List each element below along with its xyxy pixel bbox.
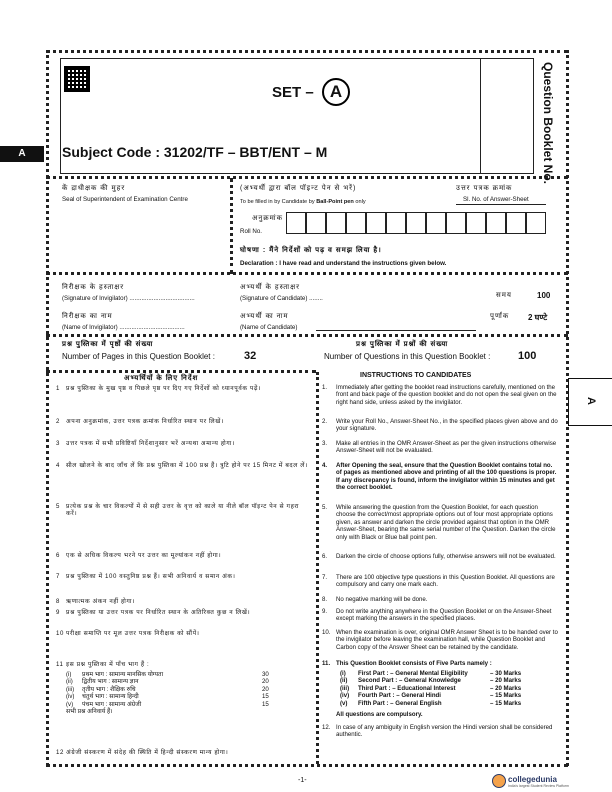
eng-item: 5. While answering the question from the Question Booklet, for each question choose the correct/most appropriate options out of four most appropriate options given, as answer and darken the circle provided against that option in the OMR Answer-Sheet, bearing the same serial number of the Question. Darken the circle only with Black or Blue ball point pen. [322, 504, 556, 541]
eng-part: (iv) Fourth Part : – General Hindi – 15 Marks [340, 692, 522, 700]
candidate-sig-hindi: अभ्यर्थी के हस्ताक्षर [240, 284, 300, 291]
eng-parts [340, 670, 550, 707]
roll-cell[interactable] [286, 212, 306, 234]
subject-code: Subject Code : 31202/TF – BBT/ENT – M [62, 144, 328, 160]
invigilator-sig-english: (Signature of Invigilator) ...................................... [62, 295, 195, 302]
hindi-part: (ii) द्वितीय भाग : सामान्य ज्ञान 20 [66, 678, 269, 686]
hindi-item: 12 अंग्रेजी संस्करण में संदेह की स्थिति में हिन्दी संस्करण मान्य होगा। [56, 749, 229, 756]
hindi-item: 10 परीक्षा समाप्ति पर मूल उत्तर पत्रक निरीक्षक को सौंपें। [56, 630, 200, 637]
hindi-item: 5 प्रत्येक प्रश्न के चार विकल्पों में से सही उत्तर के वृत्त को काले या नीले बॉल पॉइन्ट पेन से गहरा करें। [56, 503, 300, 518]
roll-cell[interactable] [426, 212, 446, 234]
side-box-right: A [568, 378, 612, 426]
eng-item: 10. When the examination is over, original OMR Answer Sheet is to be handed over to the invigilator before leaving the examination hall, while Question Booklet and Carbon copy of the Answer Sheet can be retained by the candidate. [322, 629, 558, 651]
roll-cell[interactable] [526, 212, 546, 234]
roll-cell[interactable] [326, 212, 346, 234]
booklet-no-frame [480, 58, 534, 174]
roll-cell[interactable] [306, 212, 326, 234]
hindi-item: 2 अपना अनुक्रमांक, उत्तर पत्रक क्रमांक निर्धारित स्थान पर लिखें। [56, 418, 224, 425]
seal-english: Seal of Superintendent of Examination Centre [62, 196, 188, 203]
time-value: 100 [537, 291, 551, 300]
eng-item: 2. Write your Roll No., Answer-Sheet No., in the specified places given above and do your signature. [322, 418, 558, 433]
set-code: A [322, 78, 350, 106]
questions-value: 100 [518, 350, 537, 362]
seal-hindi: कें द्राधीक्षक की मुहर [62, 185, 126, 192]
hindi-title: अभ्यर्थियों के लिए निर्देश [124, 375, 199, 382]
hindi-parts [66, 671, 306, 715]
hindi-item: 3 उत्तर पत्रक में सभी प्रविष्टियाँ निर्देशानुसार भरें अन्यथा अमान्य होगा। [56, 440, 235, 447]
hindi-item: 9 प्रश्न पुस्तिका या उत्तर पत्रक पर निर्धारित स्थान के अतिरिक्त कुछ न लिखें। [56, 609, 251, 616]
candidate-name-english: (Name of Candidate) [240, 324, 298, 331]
hindi-part: (iv) चतुर्थ भाग : सामान्य हिन्दी 15 [66, 693, 269, 701]
roll-cell[interactable] [506, 212, 526, 234]
fill-note-hindi: (अभ्यर्थी द्वारा बॉल पॉइन्ट पेन से भरें) [240, 185, 357, 192]
candidate-name-hindi: अभ्यर्थी का नाम [240, 313, 289, 320]
roll-cell[interactable] [366, 212, 386, 234]
eng-item: 6. Darken the circle of choose options fully, otherwise answers will not be evaluated. [322, 553, 556, 560]
hindi-item: 7 प्रश्न पुस्तिका में 100 वस्तुनिष्ठ प्रश्न हैं। सभी अनिवार्य व समान अंक। [56, 573, 236, 580]
answer-sheet-no-box[interactable] [456, 204, 546, 205]
roll-cell[interactable] [446, 212, 466, 234]
eng-item: 1. Immediately after getting the booklet read instructions carefully, mentioned on the front and back page of the question booklet and do not open the seal given on the right hand side, unless asked by the invigilator. [322, 384, 557, 406]
side-tab-left: A [0, 146, 44, 162]
invigilator-name-hindi: निरीक्षक का नाम [62, 313, 113, 320]
roll-cell[interactable] [466, 212, 486, 234]
eng-part: (i) First Part : – General Mental Eligibility – 30 Marks [340, 670, 522, 677]
eng-part: (ii) Second Part : – General Knowledge – 20 Marks [340, 677, 522, 685]
brand-name: collegedunia India's largest Student Review Platform [508, 775, 569, 788]
set-label: SET – [272, 84, 314, 101]
hindi-item: 11 इस प्रश्न पुस्तिका में पाँच भाग हैं : [56, 661, 150, 668]
roll-cell[interactable] [346, 212, 366, 234]
answer-sheet-no-hindi: उत्तर पत्रक क्रमांक [456, 185, 513, 192]
roll-hindi: अनुक्रमांक [252, 215, 283, 222]
pages-hindi: प्रश्न पुस्तिका में पृष्ठों की संख्या [62, 341, 154, 348]
eng-compulsory: All questions are compulsory. [336, 711, 423, 718]
eng-part: (iii) Third Part : – Educational Interest – 20 Marks [340, 684, 522, 692]
declaration-english: Declaration : I have read and understand the instructions given below. [240, 260, 447, 267]
pages-value: 32 [244, 350, 257, 362]
hindi-item: 1 प्रश्न पुस्तिका के मुख पृष्ठ व पिछले पृष्ठ पर दिए गए निर्देशों को ध्यानपूर्वक पढ़ें। [56, 385, 261, 392]
eng-item: 4. After Opening the seal, ensure that the Question Booklet contains total no. of pages as mentioned above and printing of all the 100 questions is proper. If any discrepancy is found, inform the invigilator within 15 minutes and get the correct booklet. [322, 462, 557, 492]
eng-item: 12. In case of any ambiguity in English version the Hindi version shall be considered authentic. [322, 724, 553, 739]
marks-value: 2 घण्टे [528, 313, 548, 322]
page-number: -1- [298, 777, 307, 784]
invigilator-sig-hindi: निरीक्षक के हस्ताक्षर [62, 284, 125, 291]
collegedunia-logo-icon [492, 774, 506, 788]
answer-sheet-no-english: Sl. No. of Answer-Sheet [463, 196, 529, 203]
hindi-item: 4 सील खोलने के बाद जाँच लें कि प्रश्न पुस्तिका में 100 प्रश्न हैं। त्रुटि होने पर 15 मिनट में बदल लें। [56, 462, 308, 469]
questions-english: Number of Questions in this Question Booklet : [324, 352, 491, 361]
eng-item: 11. This Question Booklet consists of Five Parts namely : [322, 660, 492, 667]
hindi-part: (v) पंचम भाग : सामान्य अंग्रेजी 15 [66, 700, 269, 708]
time-label: समय [496, 292, 512, 299]
eng-item: 7. There are 100 objective type questions in this Question Booklet. All questions are compulsory and carry one mark each. [322, 574, 555, 589]
hindi-part: (iii) तृतीय भाग : शैक्षिक रुचि 20 [66, 685, 269, 693]
marks-label: पूर्णांक [490, 313, 510, 320]
eng-part: (v) Fifth Part : – General English – 15 Marks [340, 699, 522, 707]
invigilator-name-english: (Name of Invigilator) ...................................... [62, 324, 185, 331]
eng-item: 8. No negative marking will be done. [322, 596, 428, 603]
eng-item: 9. Do not write anything anywhere in the Question Booklet or on the Answer-Sheet except marking the answers in the specified places. [322, 608, 552, 623]
roll-cell[interactable] [406, 212, 426, 234]
hindi-item: 6 एक से अधिक विकल्प भरने पर उत्तर का मूल्यांकन नहीं होगा। [56, 552, 222, 559]
fill-note-english: To be filled in by Candidate by Ball-Point pen only [240, 199, 366, 205]
hindi-item: 8 ऋणात्मक अंकन नहीं होगा। [56, 598, 135, 605]
hindi-compulsory: सभी प्रश्न अनिवार्य हैं। [66, 708, 113, 716]
candidate-name-line [316, 330, 476, 331]
booklet-number-label: Question Booklet No. [541, 62, 555, 185]
declaration-hindi: घोषणा : मैंने निर्देशों को पढ़ व समझ लिया है। [240, 247, 382, 254]
eng-item: 3. Make all entries in the OMR Answer-Sheet as per the given instructions otherwise Answer-Sheet will not be evaluated. [322, 440, 557, 455]
candidate-sig-english: (Signature of Candidate) ........ [240, 295, 323, 302]
questions-hindi: प्रश्न पुस्तिका में प्रश्नों की संख्या [356, 341, 449, 348]
hindi-part: (i) प्रथम भाग : सामान्य मानसिक योग्यता 30 [66, 671, 269, 678]
pages-english: Number of Pages in this Question Booklet : [62, 352, 215, 361]
roll-cell[interactable] [486, 212, 506, 234]
eng-title: INSTRUCTIONS TO CANDIDATES [360, 372, 472, 379]
roll-english: Roll No. [240, 228, 263, 235]
roll-cell[interactable] [386, 212, 406, 234]
